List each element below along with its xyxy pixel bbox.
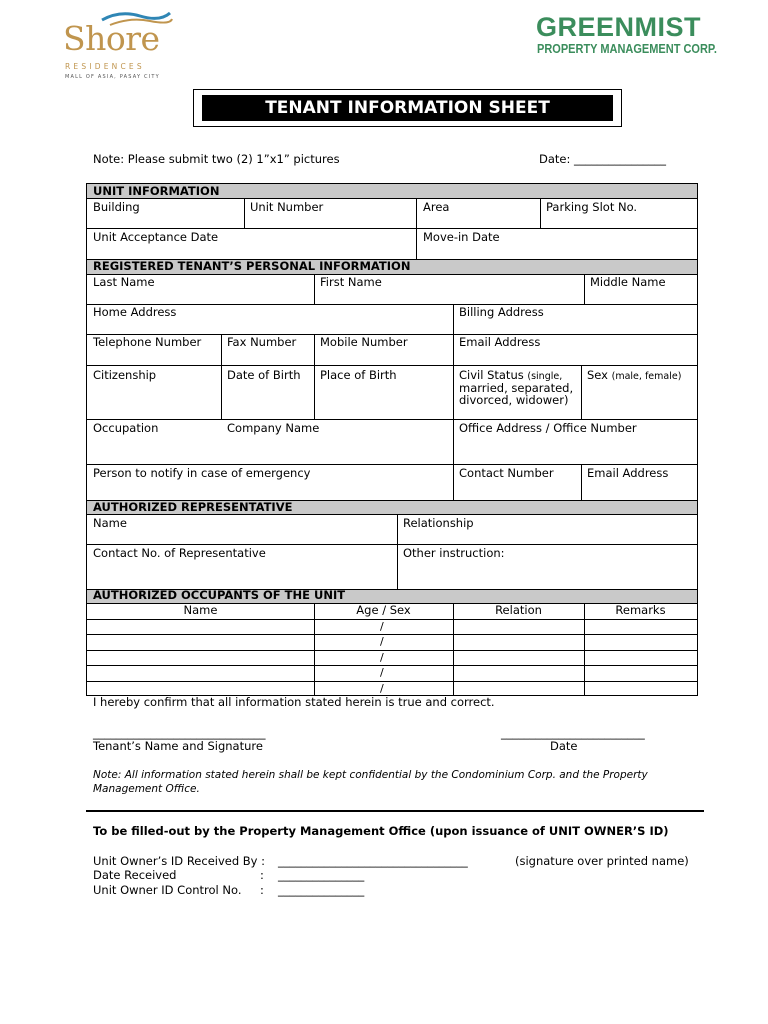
billing-address-label: Billing Address (459, 305, 544, 319)
section-tenant-information: REGISTERED TENANT’S PERSONAL INFORMATION (87, 259, 697, 274)
control-no-line[interactable]: _______________ (278, 883, 365, 897)
date-caption: Date (550, 739, 578, 753)
emergency-contact-label: Person to notify in case of emergency (93, 466, 311, 480)
office-address-label: Office Address / Office Number (459, 421, 637, 435)
age-sex-slash: / (380, 635, 384, 648)
civil-status-options-2: married, separated, (459, 381, 574, 395)
page-title: TENANT INFORMATION SHEET (202, 95, 613, 121)
section-unit-information: UNIT INFORMATION (87, 184, 697, 198)
section-authorized-occupants: AUTHORIZED OCCUPANTS OF THE UNIT (87, 589, 697, 603)
occupants-col-age-sex: Age / Sex (356, 603, 411, 617)
first-name-label: First Name (320, 275, 382, 289)
greenmist-logo-title: GREENMIST (536, 12, 702, 42)
parking-slot-label: Parking Slot No. (546, 200, 638, 214)
sex-options: (male, female) (611, 371, 682, 382)
shore-logo-word: Shore (63, 19, 160, 58)
shore-residences-logo (60, 8, 180, 80)
representative-contact-label: Contact No. of Representative (93, 546, 266, 560)
telephone-label: Telephone Number (93, 335, 202, 349)
age-sex-slash: / (380, 651, 384, 664)
place-of-birth-label: Place of Birth (320, 368, 397, 382)
id-received-by-label: Unit Owner’s ID Received By : (93, 854, 266, 868)
unit-acceptance-date-label: Unit Acceptance Date (93, 230, 219, 244)
mobile-label: Mobile Number (320, 335, 408, 349)
email-label: Email Address (459, 335, 541, 349)
sex-label (587, 369, 681, 382)
signature-printed-name-note: (signature over printed name) (515, 854, 689, 868)
date-field[interactable]: Date: ________________ (539, 152, 667, 166)
office-heading: To be filled-out by the Property Management Office (upon issuance of UNIT OWNER’S ID) (93, 824, 669, 838)
occupants-col-relation: Relation (495, 603, 542, 617)
citizenship-label: Citizenship (93, 368, 157, 382)
date-received-label: Date Received (93, 868, 177, 882)
occupants-col-remarks: Remarks (615, 603, 666, 617)
shore-logo-tagline: RESIDENCES (65, 62, 145, 71)
relationship-label: Relationship (403, 516, 474, 530)
tenant-signature-caption: Tenant’s Name and Signature (93, 739, 263, 753)
sex-text: Sex (587, 368, 608, 382)
id-received-by-line[interactable]: _________________________________ (278, 854, 468, 868)
greenmist-logo-subtitle: PROPERTY MANAGEMENT CORP. (537, 42, 717, 56)
section-divider (86, 810, 704, 812)
title-box (193, 89, 622, 127)
age-sex-slash: / (380, 666, 384, 679)
fax-label: Fax Number (227, 335, 297, 349)
date-received-line[interactable]: _______________ (278, 868, 365, 882)
company-name-label: Company Name (227, 421, 320, 435)
home-address-label: Home Address (93, 305, 177, 319)
pictures-note: Note: Please submit two (2) 1”x1” pictures (93, 152, 340, 166)
greenmist-logo (532, 12, 717, 64)
representative-name-label: Name (93, 516, 127, 530)
age-sex-slash: / (380, 682, 384, 695)
contact-number-label: Contact Number (459, 466, 554, 480)
other-instruction-label: Other instruction: (403, 546, 505, 560)
middle-name-label: Middle Name (590, 275, 666, 289)
colon: : (260, 883, 264, 897)
control-no-label: Unit Owner ID Control No. (93, 883, 242, 897)
area-label: Area (423, 200, 450, 214)
confirmation-statement: I hereby confirm that all information stated herein is true and correct. (93, 695, 495, 709)
date-line[interactable]: _________________________ (501, 726, 645, 740)
section-authorized-representative: AUTHORIZED REPRESENTATIVE (87, 500, 697, 514)
occupation-label: Occupation (93, 421, 159, 435)
civil-status-text: Civil Status (459, 368, 524, 382)
last-name-label: Last Name (93, 275, 155, 289)
signature-line[interactable]: ______________________________ (93, 726, 266, 740)
civil-status-options-1: (single, (527, 371, 563, 382)
date-of-birth-label: Date of Birth (227, 368, 301, 382)
civil-status-options-3: divorced, widower) (459, 393, 569, 407)
shore-logo-location: MALL OF ASIA, PASAY CITY (65, 74, 160, 80)
age-sex-slash: / (380, 620, 384, 633)
unit-number-label: Unit Number (250, 200, 324, 214)
tenant-form (86, 183, 698, 696)
emergency-email-label: Email Address (587, 466, 669, 480)
building-label: Building (93, 200, 140, 214)
confidentiality-note: Note: All information stated herein shall be kept confidential by the Condominium Corp. and the Property Management Office. (93, 769, 648, 795)
move-in-date-label: Move-in Date (423, 230, 500, 244)
occupants-col-name: Name (183, 603, 218, 617)
colon: : (260, 868, 264, 882)
